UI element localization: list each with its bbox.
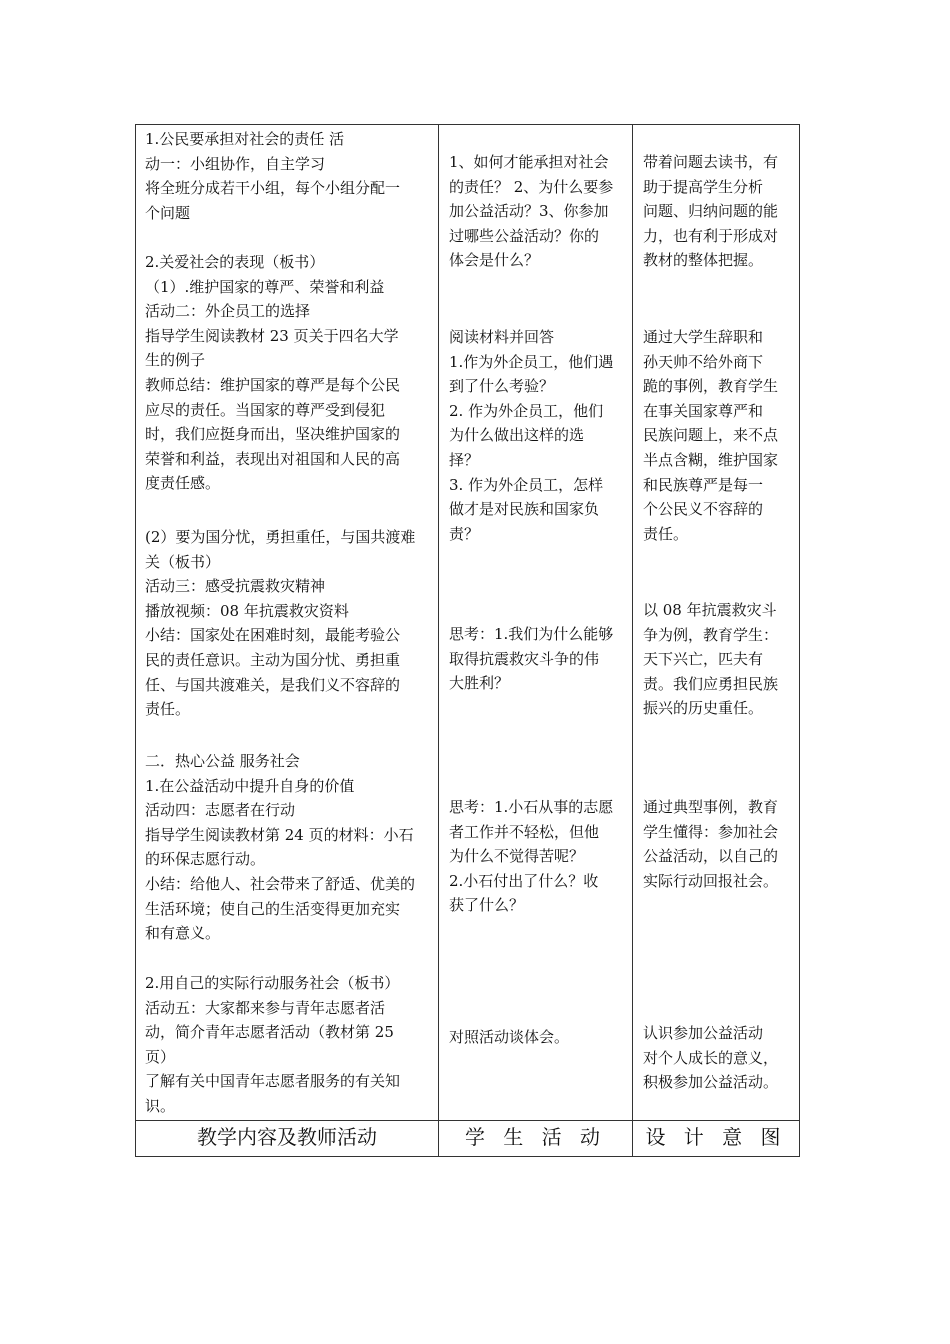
col1-text-line: 活动三：感受抗震救灾精神 bbox=[145, 577, 326, 596]
col2-text-line: 过哪些公益活动？你的 bbox=[449, 226, 600, 245]
col1-text-line: 应尽的责任。当国家的尊严受到侵犯 bbox=[145, 400, 386, 419]
col3-text-line: 通过典型事例，教育 bbox=[643, 798, 779, 816]
col1-text-line: 生的例子 bbox=[145, 351, 206, 370]
col1-text-line: 了解有关中国青年志愿者服务的有关知 bbox=[145, 1072, 401, 1091]
col3-text-line: 责。我们应勇担民族 bbox=[643, 674, 779, 693]
table-content-row bbox=[136, 125, 800, 1121]
teaching-content-cell bbox=[136, 125, 439, 1121]
col3-text-line: 和民族尊严是每一 bbox=[643, 475, 764, 494]
col2-text-line: 对照活动谈体会。 bbox=[449, 1028, 570, 1046]
col2-text-line: 为什么不觉得苦呢？ bbox=[449, 847, 585, 866]
col3-text-line: 在事关国家尊严和 bbox=[643, 401, 764, 420]
col2-text-line: 大胜利？ bbox=[449, 674, 510, 693]
col2-text-line: 择？ bbox=[449, 451, 480, 469]
col2-text-line: 到了什么考验？ bbox=[449, 377, 555, 396]
col2-text-line: 阅读材料并回答 bbox=[449, 328, 555, 346]
student-activity-cell bbox=[439, 125, 633, 1121]
col1-text-line: 活动五：大家都来参与青年志愿者活 bbox=[145, 998, 386, 1017]
col1-text-line: 教师总结：维护国家的尊严是每个公民 bbox=[145, 376, 401, 394]
table-header-row bbox=[136, 1121, 800, 1157]
col1-text-line: (2）要为国分忧，勇担重任，与国共渡难 bbox=[145, 528, 416, 546]
lesson-plan-table bbox=[135, 124, 800, 1157]
col3-text-line: 民族问题上，来不点 bbox=[643, 426, 779, 445]
header-teaching-content: 教学内容及教师活动 bbox=[136, 1121, 439, 1157]
col3-text-line: 积极参加公益活动。 bbox=[643, 1073, 779, 1092]
col3-text-line: 半点含糊，维护国家 bbox=[643, 451, 779, 469]
col1-text-line: 2.用自己的实际行动服务社会（板书） bbox=[145, 974, 400, 992]
col2-text-line: 体会是什么？ bbox=[449, 251, 540, 270]
col3-text-line: 力，也有利于形成对 bbox=[643, 226, 779, 245]
col1-text-line: 指导学生阅读教材第 24 页的材料：小石 bbox=[145, 825, 414, 844]
col2-text-line: 1.作为外企员工，他们遇 bbox=[449, 352, 614, 371]
col3-text-line: 助于提高学生分析 bbox=[643, 177, 764, 196]
col2-text-line: 加公益活动？3、你参加 bbox=[449, 202, 609, 221]
col3-text-line: 公益活动，以自己的 bbox=[643, 847, 779, 866]
col1-text-line: 的环保志愿行动。 bbox=[145, 850, 266, 869]
col3-text-line: 孙天帅不给外商下 bbox=[643, 352, 764, 371]
col1-text-line: 动，简介青年志愿者活动（教材第 25 bbox=[145, 1023, 394, 1042]
col1-text-line: 1.在公益活动中提升自身的价值 bbox=[145, 776, 355, 795]
col1-text-line: 1.公民要承担对社会的责任 活 bbox=[145, 130, 345, 148]
col1-text-line: 活动四：志愿者在行动 bbox=[145, 801, 296, 820]
col1-text-line: （1）.维护国家的尊严、荣誉和利益 bbox=[145, 277, 385, 296]
col2-text-line: 者工作并不轻松，但他 bbox=[449, 822, 600, 841]
col2-text-line: 2. 作为外企员工，他们 bbox=[449, 401, 604, 420]
col2-text-line: 责？ bbox=[449, 524, 480, 543]
col3-text-line: 学生懂得：参加社会 bbox=[643, 822, 779, 841]
col3-text-line: 天下兴亡，匹夫有 bbox=[643, 650, 764, 669]
col1-text-line: 时，我们应挺身而出，坚决维护国家的 bbox=[145, 425, 401, 444]
teaching-content-column bbox=[136, 125, 438, 1120]
col1-text-line: 小结：给他人、社会带来了舒适、优美的 bbox=[145, 875, 416, 893]
student-activity-column bbox=[439, 125, 632, 1120]
col2-text-line: 为什么做出这样的选 bbox=[449, 426, 585, 445]
col3-text-line: 跪的事例，教育学生 bbox=[643, 377, 779, 396]
design-intent-column bbox=[633, 125, 799, 1120]
col1-text-line: 任、与国共渡难关，是我们义不容辞的 bbox=[145, 675, 401, 694]
col3-text-line: 认识参加公益活动 bbox=[643, 1024, 764, 1042]
col2-text-line: 3. 作为外企员工，怎样 bbox=[449, 475, 604, 494]
col1-text-line: 活动二：外企员工的选择 bbox=[145, 302, 311, 321]
col1-text-line: 责任。 bbox=[145, 700, 191, 719]
col1-text-line: 识。 bbox=[145, 1097, 176, 1115]
col2-text-line: 取得抗震救灾斗争的伟 bbox=[449, 649, 600, 668]
col2-text-line: 做才是对民族和国家负 bbox=[449, 500, 600, 519]
col1-text-line: 小结：国家处在困难时刻，最能考验公 bbox=[145, 626, 401, 645]
col1-text-line: 二．热心公益 服务社会 bbox=[145, 752, 300, 770]
col1-text-line: 指导学生阅读教材 23 页关于四名大学 bbox=[145, 326, 399, 345]
col2-text-line: 的责任？ 2、为什么要参 bbox=[449, 177, 614, 196]
col2-text-line: 获了什么？ bbox=[449, 896, 525, 915]
col1-text-line: 2.关爱社会的表现（板书） bbox=[145, 253, 325, 271]
col1-text-line: 关（板书） bbox=[145, 552, 221, 571]
col3-text-line: 教材的整体把握。 bbox=[643, 251, 764, 270]
col3-text-line: 实际行动回报社会。 bbox=[643, 871, 779, 890]
col3-text-line: 对个人成长的意义， bbox=[643, 1048, 779, 1067]
col1-text-line: 播放视频：08 年抗震救灾资料 bbox=[145, 601, 349, 620]
col1-text-line: 民的责任意识。主动为国分忧、勇担重 bbox=[145, 651, 401, 669]
col2-text-line: 思考：1.我们为什么能够 bbox=[449, 625, 614, 643]
header-student-activity: 学 生 活 动 bbox=[439, 1121, 633, 1157]
col2-text-line: 2.小石付出了什么？收 bbox=[449, 871, 599, 890]
col2-text-line: 思考：1.小石从事的志愿 bbox=[449, 798, 614, 816]
col1-text-line: 荣誉和利益，表现出对祖国和人民的高 bbox=[145, 449, 401, 468]
col3-text-line: 问题、归纳问题的能 bbox=[643, 202, 779, 221]
col1-text-line: 将全班分成若干小组，每个小组分配一 bbox=[145, 179, 401, 198]
col2-text-line: 1、如何才能承担对社会 bbox=[449, 153, 609, 171]
col1-text-line: 度责任感。 bbox=[145, 474, 221, 493]
col3-text-line: 以 08 年抗震救灾斗 bbox=[643, 601, 777, 619]
design-intent-cell bbox=[633, 125, 800, 1121]
col3-text-line: 争为例，教育学生： bbox=[643, 625, 779, 644]
col3-text-line: 责任。 bbox=[643, 524, 689, 543]
col1-text-line: 和有意义。 bbox=[145, 924, 221, 943]
col3-text-line: 振兴的历史重任。 bbox=[643, 699, 764, 718]
col3-text-line: 个公民义不容辞的 bbox=[643, 500, 764, 519]
header-design-intent: 设 计 意 图 bbox=[633, 1121, 800, 1157]
col3-text-line: 通过大学生辞职和 bbox=[643, 328, 764, 346]
col1-text-line: 个问题 bbox=[145, 203, 191, 222]
col3-text-line: 带着问题去读书，有 bbox=[643, 153, 779, 171]
col1-text-line: 生活环境；使自己的生活变得更加充实 bbox=[145, 899, 401, 918]
col1-text-line: 页） bbox=[145, 1047, 176, 1066]
col1-text-line: 动一：小组协作，自主学习 bbox=[145, 154, 326, 173]
